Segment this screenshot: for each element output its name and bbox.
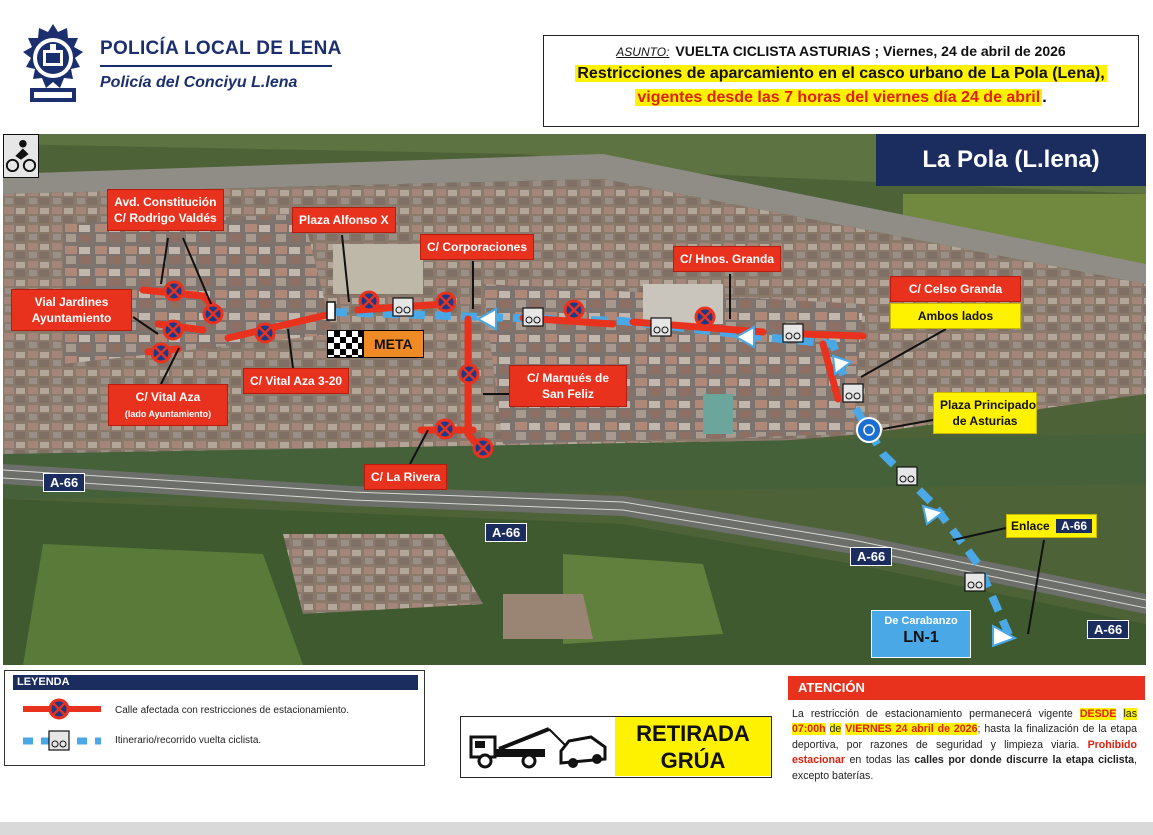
finish-barrier [327, 302, 335, 320]
label-ambos-lados: Ambos lados [890, 303, 1021, 329]
label-la-rivera: C/ La Rivera [364, 464, 447, 490]
notice-box [543, 35, 1139, 127]
asunto-text: VUELTA CICLISTA ASTURIAS ; Viernes, 24 de abril de 2026 [675, 43, 1066, 59]
org-title: POLICÍA LOCAL DE LENA [100, 38, 342, 59]
legend-title: LEYENDA [13, 675, 418, 690]
label-plaza-principado: Plaza Principado de Asturias [933, 392, 1037, 434]
legend-restricted: Calle afectada con restricciones de estacionamiento. [115, 705, 350, 716]
meta-label: META [363, 330, 424, 358]
title-divider [100, 65, 332, 67]
town-name: La Pola (L.lena) [876, 134, 1146, 186]
tow-warning-text: RETIRADA GRÚA [615, 717, 771, 776]
road-a66-west: A-66 [43, 473, 85, 492]
police-badge-logo [20, 22, 86, 108]
tow-notice [460, 716, 772, 778]
label-vial-jardines: Vial Jardines Ayuntamiento [11, 289, 132, 331]
legend-route: Itinerario/recorrido vuelta ciclista. [115, 735, 262, 746]
bottom-bar [0, 822, 1153, 835]
label-enlace: Enlace A-66 [1006, 514, 1097, 538]
map-area [3, 134, 1146, 665]
roundabout-icon [857, 418, 881, 442]
label-marques-san-feliz: C/ Marqués de San Feliz [509, 365, 627, 407]
label-plaza-alfonso-x: Plaza Alfonso X [292, 207, 396, 233]
label-hnos-granda: C/ Hnos. Granda [673, 246, 781, 272]
attention-body: La restricción de estacionamiento permanecerá vigente DESDE las 07:00h de VIERNES 24 abril de 2026; hasta la finalización de la etapa deportiva, por razones de seguridad y limpieza viaria. Prohibido estacionar en todas las calles por donde discurre la etapa ciclista, excepto baterías. [792, 708, 1137, 782]
carabanzo-sign: De Carabanzo LN-1 [871, 610, 971, 658]
road-a66-far-east: A-66 [1087, 620, 1129, 639]
road-a66-east: A-66 [850, 547, 892, 566]
asunto-label: ASUNTO: [616, 45, 670, 59]
tow-truck-icon [469, 723, 609, 771]
cyclist-icon [3, 134, 39, 178]
label-vital-aza: C/ Vital Aza (lado Ayuntamiento) [108, 384, 228, 426]
legend-symbols [19, 697, 109, 757]
label-corporaciones: C/ Corporaciones [420, 234, 534, 260]
org-subtitle: Policía del Conciyu L.lena [100, 74, 298, 91]
notice-subject [544, 43, 1138, 59]
road-a66-center: A-66 [485, 523, 527, 542]
notice-validity: vigentes desde las 7 horas del viernes día 24 de abril . [637, 89, 1047, 106]
legend [4, 670, 425, 766]
finish-meta [327, 330, 424, 358]
notice-restrictions: Restricciones de aparcamiento en el casco urbano de La Pola (Lena), [577, 65, 1105, 82]
checkered-flag-icon [327, 330, 363, 358]
label-avd-constitucion: Avd. Constitución C/ Rodrigo Valdés [107, 189, 224, 231]
label-vital-aza-3-20: C/ Vital Aza 3-20 [243, 368, 349, 394]
attention-title: ATENCIÓN [788, 676, 1145, 700]
label-celso-granda: C/ Celso Granda [890, 276, 1021, 302]
